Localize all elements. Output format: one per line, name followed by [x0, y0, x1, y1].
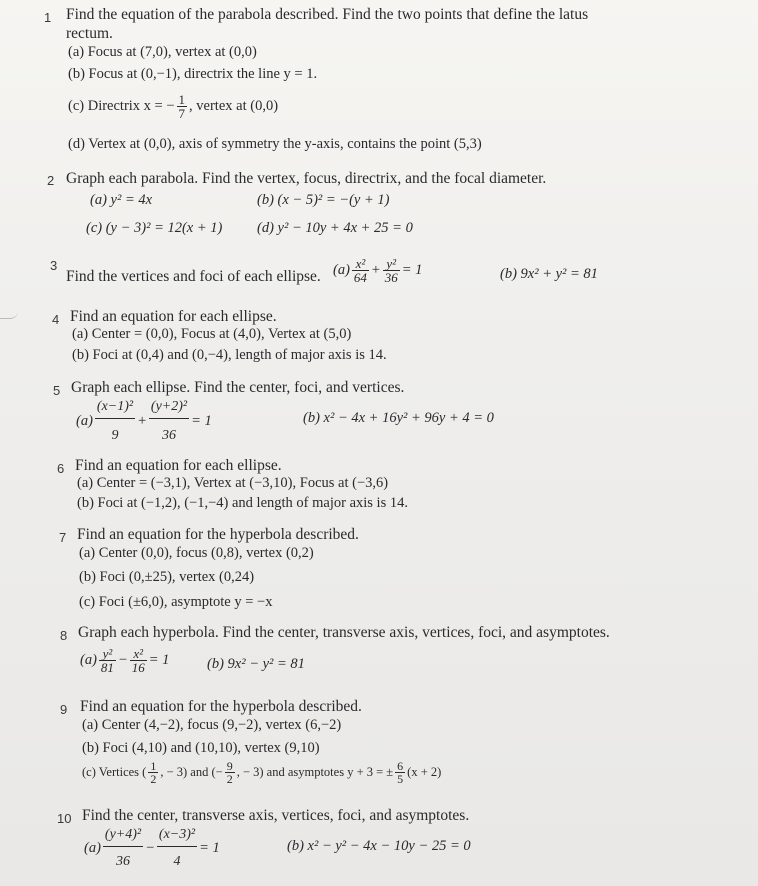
problem-3-prompt: Find the vertices and foci of each ellipse.: [66, 268, 321, 285]
problem-9-number: 9: [60, 702, 68, 717]
problem-4b: (b) Foci at (0,4) and (0,−4), length of major axis is 14.: [72, 347, 387, 363]
problem-1-number: 1: [44, 10, 52, 25]
problem-9c: (c) Vertices ( $\frac{1}{2}$ , − 3) and (− $\frac{9}{2}$ , − 3) and asymptotes y + 3 = ± $\frac{6}{5}$ (x + 2): [82, 759, 442, 786]
problem-9a: (a) Center (4,−2), focus (9,−2), vertex (6,−2): [82, 717, 342, 733]
problem-8-number: 8: [60, 628, 68, 643]
problem-5a: (a) $\frac{\text{(x−1)²}}{9}$ + $\frac{\text{(y+2)²}}{36}$ = 1: [76, 399, 212, 443]
problem-8a: (a) $\frac{\text{y²}}{81}$ − $\frac{\text{x²}}{16}$ = 1: [80, 646, 170, 675]
problem-7c: (c) Foci (±6,0), asymptote y = −x: [79, 594, 273, 610]
problem-2d: (d) y² − 10y + 4x + 25 = 0: [257, 220, 413, 236]
problem-9b: (b) Foci (4,10) and (10,10), vertex (9,10): [82, 740, 320, 756]
problem-1c-post: , vertex at (0,0): [189, 97, 279, 114]
problem-1c: [68, 93, 278, 120]
margin-mark: [0, 310, 18, 319]
problem-6b: (b) Foci at (−1,2), (−1,−4) and length of major axis is 14.: [77, 495, 408, 511]
problem-2a: (a) y² = 4x: [90, 192, 153, 208]
problem-1-prompt-cont: rectum.: [66, 25, 113, 42]
problem-3b: (b) 9x² + y² = 81: [500, 266, 598, 282]
problem-8b: (b) 9x² − y² = 81: [207, 656, 305, 672]
problem-7-number: 7: [59, 530, 67, 545]
problem-6a: (a) Center = (−3,1), Vertex at (−3,10), Focus at (−3,6): [77, 475, 389, 491]
problem-10-prompt: Find the center, transverse axis, vertices, foci, and asymptotes.: [82, 807, 470, 824]
problem-4-number: 4: [52, 312, 60, 327]
problem-10-number: 10: [57, 811, 72, 826]
problem-1a: (a) Focus at (7,0), vertex at (0,0): [68, 44, 257, 60]
problem-3a: (a) $\frac{\text{x²}}{64}$ + $\frac{\text{y²}}{36}$ = 1: [333, 256, 423, 285]
problem-6-number: 6: [57, 461, 65, 476]
problem-1b: (b) Focus at (0,−1), directrix the line y = 1.: [68, 66, 318, 82]
problem-6-prompt: Find an equation for each ellipse.: [75, 457, 282, 474]
problem-1d: (d) Vertex at (0,0), axis of symmetry the y-axis, contains the point (5,3): [68, 136, 482, 152]
problem-1c-pre: (c) Directrix x = −: [68, 97, 175, 114]
problem-2c: (c) (y − 3)² = 12(x + 1): [86, 220, 223, 236]
problem-7b: (b) Foci (0,±25), vertex (0,24): [79, 569, 255, 585]
problem-4-prompt: Find an equation for each ellipse.: [70, 308, 277, 325]
problem-8-prompt: Graph each hyperbola. Find the center, transverse axis, vertices, foci, and asymptotes.: [78, 624, 610, 641]
problem-2b: (b) (x − 5)² = −(y + 1): [257, 192, 390, 208]
problem-2-prompt: Graph each parabola. Find the vertex, focus, directrix, and the focal diameter.: [66, 170, 547, 187]
problem-10b: (b) x² − y² − 4x − 10y − 25 = 0: [287, 838, 471, 854]
problem-5-number: 5: [53, 383, 61, 398]
problem-7a: (a) Center (0,0), focus (0,8), vertex (0,2): [79, 545, 314, 561]
problem-10a: (a) $\frac{\text{(y+4)²}}{36}$ − $\frac{\text{(x−3)²}}{4}$ = 1: [84, 827, 220, 869]
problem-9-prompt: Find an equation for the hyperbola described.: [80, 698, 362, 715]
problem-3-number: 3: [50, 258, 58, 273]
problem-1-prompt: Find the equation of the parabola described. Find the two points that define the latus: [66, 6, 589, 23]
problem-5-prompt: Graph each ellipse. Find the center, foci, and vertices.: [71, 379, 405, 396]
fraction-1-7: $\frac{1}{7}$: [178, 92, 186, 121]
problem-7-prompt: Find an equation for the hyperbola described.: [77, 526, 359, 543]
problem-4a: (a) Center = (0,0), Focus at (4,0), Vertex at (5,0): [72, 326, 352, 342]
problem-2-number: 2: [47, 173, 55, 188]
problem-5b: (b) x² − 4x + 16y² + 96y + 4 = 0: [303, 410, 494, 426]
